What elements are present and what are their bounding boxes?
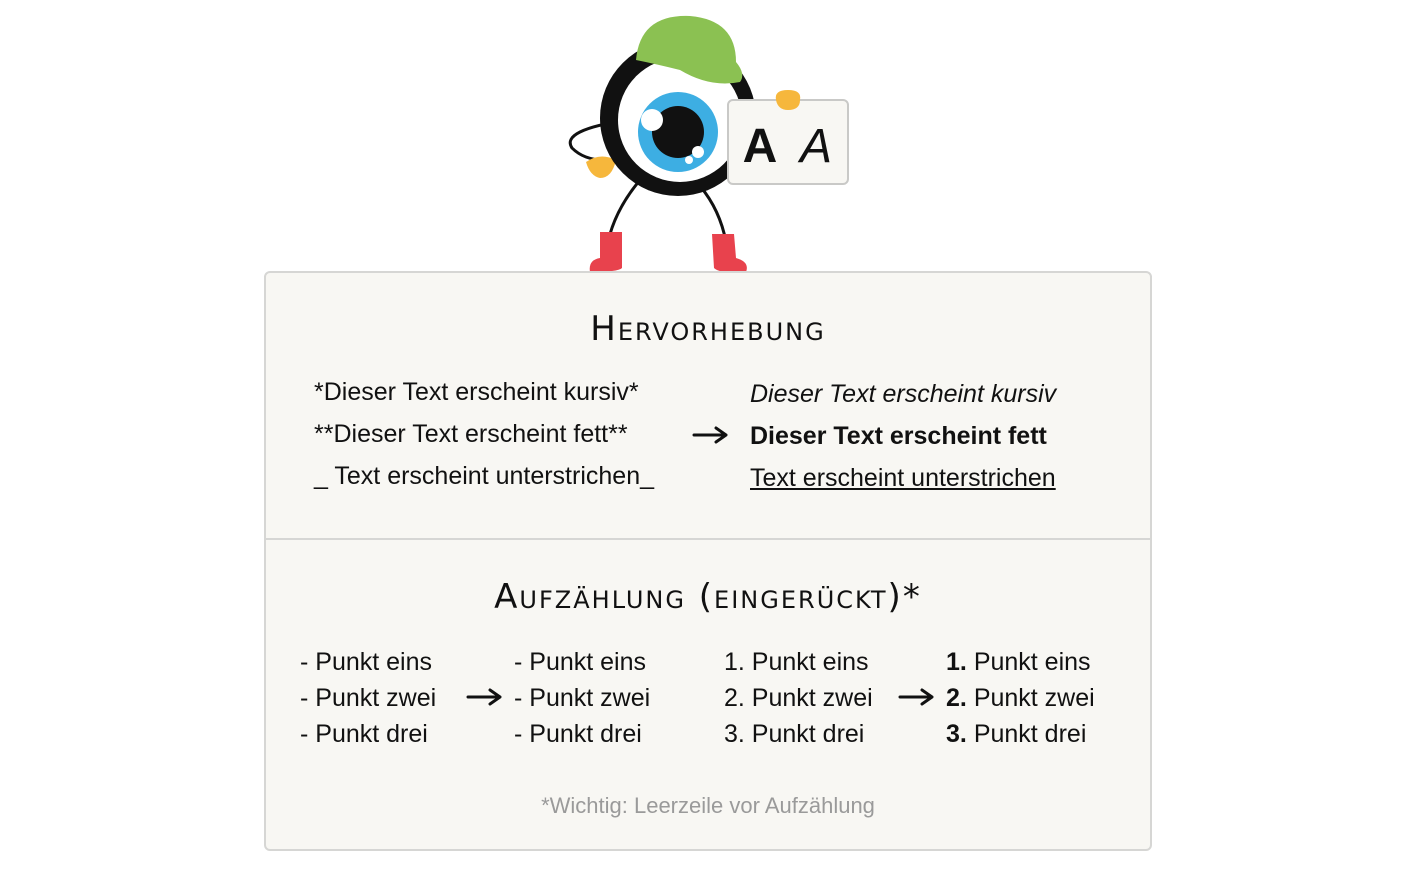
numbered-result-number: 1. (946, 648, 967, 676)
numbered-result-item (946, 647, 1091, 677)
right-boot-icon (712, 234, 747, 273)
numbered-source-item: 3. Punkt drei (724, 720, 865, 748)
emphasis-result-underline: Text erscheint unterstrichen (750, 464, 1056, 492)
arrow-right-icon (466, 687, 506, 707)
numbered-source-item: 2. Punkt zwei (724, 684, 873, 712)
eye-mascot-illustration (560, 10, 860, 280)
sign-letter-regular: A (742, 120, 778, 173)
numbered-result-text: Punkt drei (973, 720, 1087, 748)
emphasis-source-underline: _ Text erscheint unterstrichen_ (314, 462, 655, 490)
arrow-right-icon (692, 425, 732, 445)
bullet-source-item: - Punkt drei (300, 720, 428, 748)
emphasis-result-italic: Dieser Text erscheint kursiv (750, 380, 1057, 408)
left-boot-icon (590, 232, 622, 272)
numbered-result-text: Punkt eins (973, 648, 1091, 676)
list-section-title: Aufzählung (eingerückt)* (494, 577, 922, 617)
bullet-result-item: - Punkt zwei (514, 684, 651, 712)
emphasis-source-italic: *Dieser Text erscheint kursiv* (314, 378, 639, 406)
bullet-source-item: - Punkt zwei (300, 684, 437, 712)
bullet-result-item: - Punkt drei (514, 720, 642, 748)
emphasis-section-title: Hervorhebung (590, 309, 826, 349)
bullet-source-item: - Punkt eins (300, 648, 433, 676)
bullet-result-item: - Punkt eins (514, 648, 647, 676)
emphasis-source-bold: **Dieser Text erscheint fett** (314, 420, 628, 448)
sign-letter-italic: A (799, 120, 833, 173)
footnote: *Wichtig: Leerzeile vor Aufzählung (541, 793, 875, 818)
numbered-source-item: 1. Punkt eins (724, 648, 869, 676)
markdown-cheatsheet-card (264, 271, 1152, 851)
numbered-result-text: Punkt zwei (973, 684, 1095, 712)
section-divider (266, 538, 1150, 540)
arrow-right-icon (898, 687, 938, 707)
left-hand-icon (586, 156, 616, 178)
numbered-result-item (946, 683, 1095, 713)
numbered-result-item (946, 719, 1086, 749)
numbered-result-number: 2. (946, 684, 967, 712)
emphasis-result-bold: Dieser Text erscheint fett (750, 422, 1047, 450)
numbered-result-number: 3. (946, 720, 967, 748)
